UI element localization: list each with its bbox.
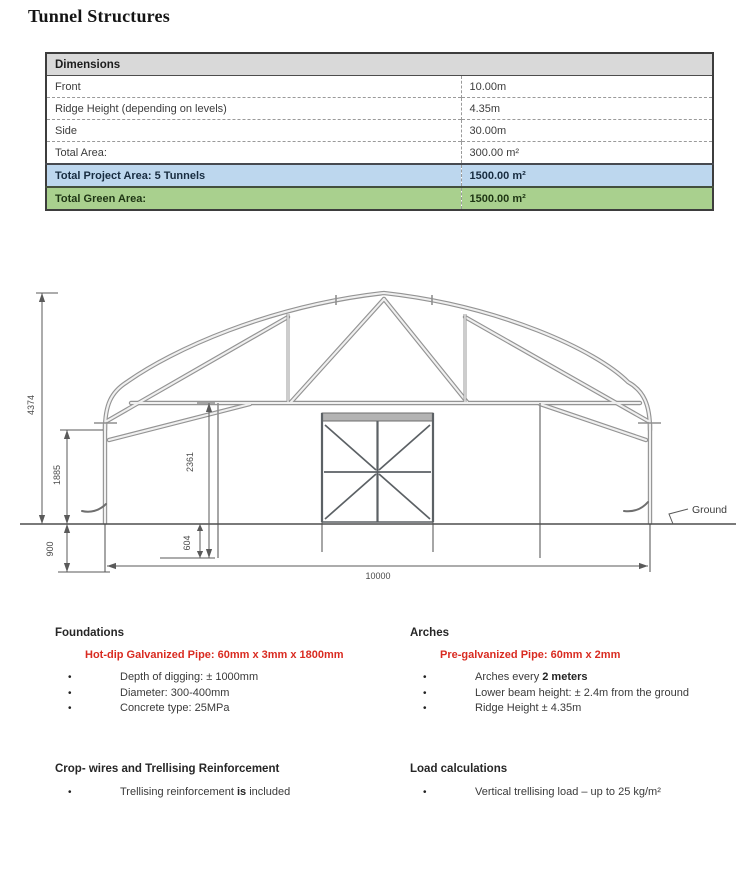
bullet-text: Diameter: 300-400mm — [120, 686, 230, 699]
bullet-item — [55, 785, 410, 801]
ridge-struts — [288, 314, 465, 402]
bullet-marker: • — [423, 672, 427, 683]
section-subtitle: Hot-dip Galvanized Pipe: 60mm x 3mm x 1800mm — [85, 649, 344, 661]
row-value: 300.00 m² — [461, 142, 713, 165]
section-arches — [410, 627, 740, 717]
spec-sections — [0, 627, 740, 800]
bullet-item — [410, 785, 740, 801]
section-title: Load calculations — [410, 762, 508, 775]
bullet-text: Concrete type: 25MPa — [120, 702, 230, 714]
row-value: 4.35m — [461, 98, 713, 120]
bullet-text: Lower beam height: ± 2.4m from the ground — [475, 686, 689, 699]
bullet-text: Ridge Height ± 4.35m — [475, 702, 582, 714]
section-title: Arches — [410, 627, 449, 639]
dim-side-depth: 900 — [45, 541, 55, 557]
bullet-item — [410, 670, 740, 686]
bullet-marker: • — [423, 786, 427, 798]
secondary-members — [82, 295, 661, 572]
row-label: Total Area: — [46, 142, 461, 165]
section-load-calculations — [410, 763, 740, 801]
bullet-marker: • — [68, 672, 72, 683]
bullet-item — [55, 701, 410, 717]
section-title: Crop- wires and Trellising Reinforcement — [55, 762, 280, 775]
dim-width: 10000 — [365, 571, 391, 581]
door — [322, 413, 433, 522]
dim-mid-height: 2361 — [185, 451, 195, 473]
bullet-item — [55, 670, 410, 686]
row-value: 1500.00 m² — [461, 187, 713, 210]
row-label: Side — [46, 120, 461, 142]
row-label: Front — [46, 76, 461, 98]
bullet-marker: • — [68, 786, 72, 798]
section-foundations — [55, 627, 410, 717]
row-value: 10.00m — [461, 76, 713, 98]
row-label: Total Project Area: 5 Tunnels — [46, 164, 461, 187]
dim-mid-depth: 604 — [182, 535, 192, 551]
bullet-marker: • — [68, 703, 72, 714]
section-crop-wires — [55, 763, 410, 801]
page-title: Tunnel Structures — [28, 6, 170, 26]
bullet-marker: • — [68, 687, 72, 699]
bullet-text: Vertical trellising load – up to 25 kg/m² — [475, 785, 661, 798]
dim-total-height: 4374 — [26, 394, 36, 416]
row-label: Total Green Area: — [46, 187, 461, 210]
bullet-item — [55, 686, 410, 702]
row-value: 30.00m — [461, 120, 713, 142]
bullet-item — [410, 686, 740, 702]
row-value: 1500.00 m² — [461, 164, 713, 187]
bullet-text: Trellising reinforcement is included — [120, 785, 291, 798]
table-header: Dimensions — [46, 53, 713, 76]
bullet-item — [410, 701, 740, 717]
section-title: Foundations — [55, 627, 124, 639]
bullet-marker: • — [423, 703, 427, 714]
bullet-text: Arches every 2 meters — [475, 671, 588, 683]
bullet-text: Depth of digging: ± 1000mm — [120, 671, 259, 683]
section-subtitle: Pre-galvanized Pipe: 60mm x 2mm — [440, 649, 621, 661]
dim-wall-height: 1885 — [52, 464, 62, 486]
bullet-marker: • — [423, 687, 427, 699]
row-label: Ridge Height (depending on levels) — [46, 98, 461, 120]
ground-label: Ground — [692, 504, 728, 516]
